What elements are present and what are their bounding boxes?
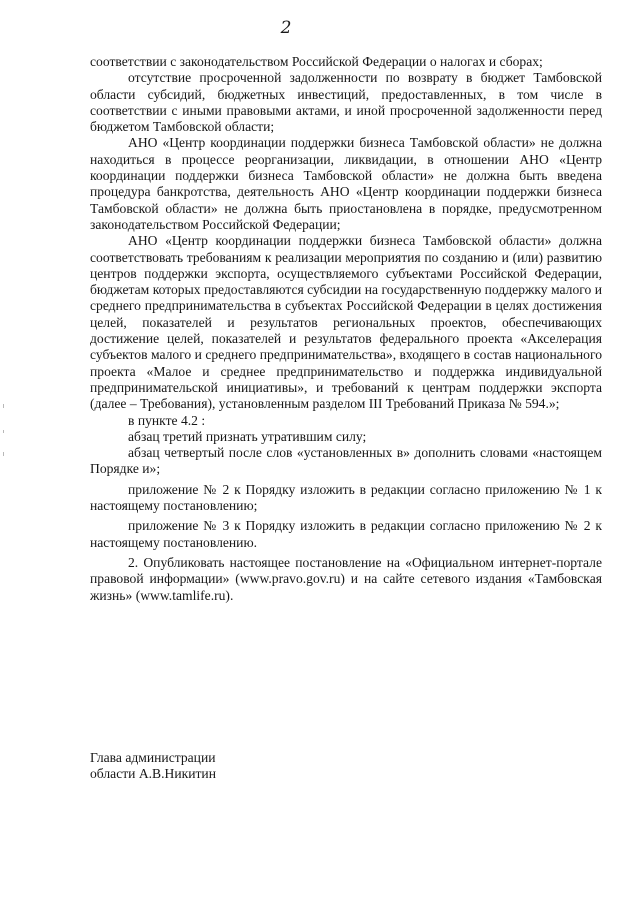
paragraph-no-reorganization: АНО «Центр координации поддержки бизнеса Тамбовской области» не должна находиться в процессе реорганизации, ликвидации, в отношении АНО «Центр координации поддержки бизнеса Тамбовской области» не должна быть введена процедура банкротства, деятельность АНО «Центр координации поддержки бизнеса Тамбовской области» не должна быть приостановлена в порядке, предусмотренном законодательством Российской Федерации; <box>90 135 602 232</box>
signature-title: Глава администрации <box>90 750 216 765</box>
scan-margin-mark <box>3 430 4 433</box>
paragraph-abzac-four: абзац четвертый после слов «установленных в» дополнить словами «настоящем Порядке и»; <box>90 445 602 477</box>
page-number: 2 <box>280 18 292 38</box>
paragraph-export-requirements: АНО «Центр координации поддержки бизнеса Тамбовской области» должна соответствовать требованиям к реализации мероприятия по созданию и (или) развитию центров поддержки экспорта, осуществляемого субъектами Российской Федерации, бюджетам которых предоставляются субсидии на государственную поддержку малого и среднего предпринимательства в субъектах Российской Федерации в целях достижения целей, показателей и результатов региональных проектов, обеспечивающих достижение целей, показателей и результатов федерального проекта «Акселерация субъектов малого и среднего предпринимательства», входящего в состав национального проекта «Малое и среднее предпринимательство и поддержка индивидуальной предпринимательской инициативы», и требований к центрам поддержки экспорта (далее – Требования), установленным разделом III Требований Приказа № 594.»; <box>90 233 602 412</box>
paragraph-taxes: соответствии с законодательством Российской Федерации о налогах и сборах; <box>90 54 543 69</box>
paragraph-appendix-3: приложение № 3 к Порядку изложить в редакции согласно приложению № 2 к настоящему постановлению. <box>90 518 602 550</box>
paragraph-appendix-2: приложение № 2 к Порядку изложить в редакции согласно приложению № 1 к настоящему постановлению; <box>90 481 602 514</box>
signature-name: области А.В.Никитин <box>90 766 216 782</box>
signature-block <box>90 750 390 783</box>
paragraph-publish: 2. Опубликовать настоящее постановление на «Официальном интернет-портале правовой информации» (www.pravo.gov.ru) и на сайте сетевого издания «Тамбовская жизнь» (www.tamlife.ru). <box>90 554 602 603</box>
scan-margin-mark <box>3 452 4 456</box>
document-body <box>90 54 602 604</box>
paragraph-no-debt: отсутствие просроченной задолженности по возврату в бюджет Тамбовской области субсидий, бюджетных инвестиций, предоставленных, в том числе в соответствии с иными правовыми актами, и иной просроченной задолженности перед бюджетом Тамбовской области; <box>90 70 602 135</box>
paragraph-clause-4-2: в пункте 4.2 : <box>128 412 206 428</box>
scan-margin-mark <box>3 404 4 408</box>
paragraph-abzac-three: абзац третий признать утратившим силу; <box>128 428 367 444</box>
